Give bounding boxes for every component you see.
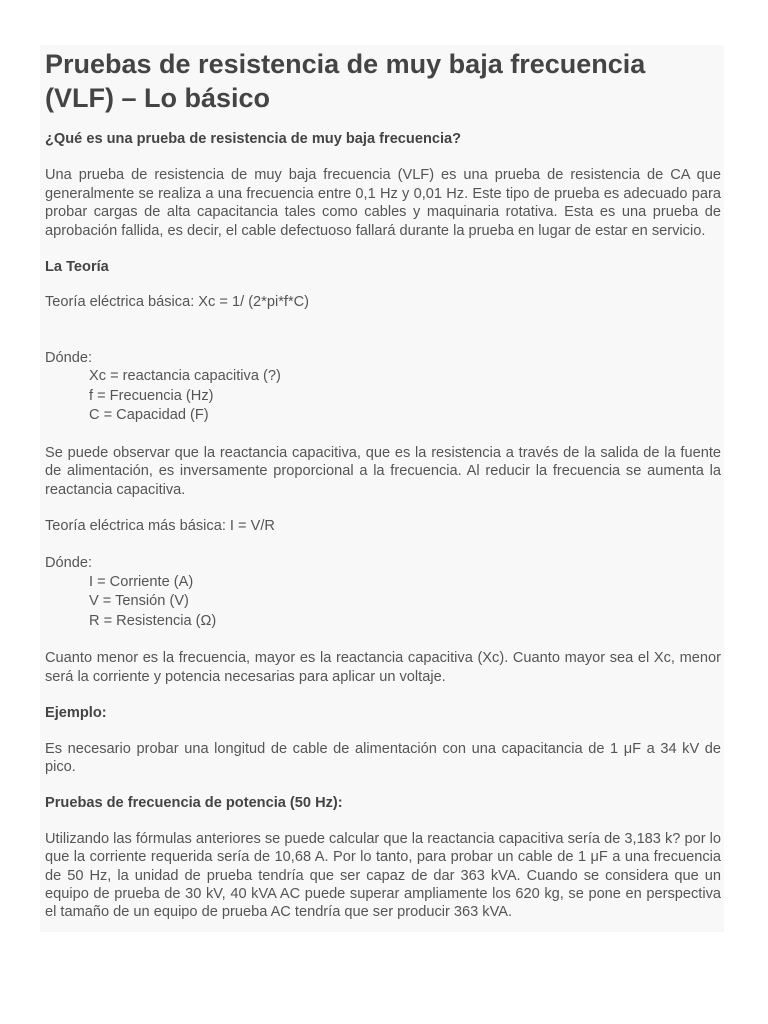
definition-item: Xc = reactancia capacitiva (?) — [89, 368, 281, 385]
donde-label-1: Dónde: — [45, 349, 93, 366]
definition-item: R = Resistencia (Ω) — [89, 612, 217, 629]
frequency-relationship-paragraph: Cuanto menor es la frecuencia, mayor es la reactancia capacitiva (Xc). Cuanto mayor sea el Xc, menor será la corriente y potencia necesarias para aplicar un voltaje. — [45, 650, 721, 685]
definitions-list-2 — [45, 573, 721, 632]
example-heading: Ejemplo: — [45, 705, 107, 722]
definitions-list-1 — [45, 367, 721, 426]
example-paragraph: Es necesario probar una longitud de cable de alimentación con una capacitancia de 1 μF a 34 kV de pico. — [45, 740, 721, 775]
definition-item: f = Frecuencia (Hz) — [89, 387, 214, 404]
theory-heading: La Teoría — [45, 259, 109, 276]
donde-label-2: Dónde: — [45, 555, 93, 572]
observation-paragraph: Se puede observar que la reactancia capacitiva, que es la resistencia a través de la salida de la fuente de alimentación, es inversamente proporcional a la frecuencia. Al reducir la frecuencia se aumenta la reactancia capacitiva. — [45, 444, 721, 498]
power-frequency-heading: Pruebas de frecuencia de potencia (50 Hz): — [45, 795, 343, 812]
definition-item: C = Capacidad (F) — [89, 407, 209, 424]
definition-item: V = Tensión (V) — [89, 593, 189, 610]
definition-item: I = Corriente (A) — [89, 573, 194, 590]
basic-theory-formula-1: Teoría eléctrica básica: Xc = 1/ (2*pi*f*C) — [45, 294, 310, 311]
basic-theory-formula-2: Teoría eléctrica más básica: I = V/R — [45, 517, 275, 534]
power-frequency-paragraph: Utilizando las fórmulas anteriores se puede calcular que la reactancia capacitiva sería de 3,183 k? por lo que la corriente requerida sería de 10,68 A. Por lo tanto, para probar un cable de 1 μF a una frecuencia de 50 Hz, la unidad de prueba tendría que ser capaz de dar 363 kVA. Cuando se considera que un equipo de prueba de 30 kV, 40 kVA AC puede superar ampliamente los 620 kg, se pone en perspectiva el tamaño de un equipo de prueba AC tendría que ser producir 363 kVA. — [45, 830, 721, 921]
article-content — [40, 45, 724, 932]
intro-paragraph: Una prueba de resistencia de muy baja frecuencia (VLF) es una prueba de resistencia de CA que generalmente se realiza a una frecuencia entre 0,1 Hz y 0,01 Hz. Este tipo de prueba es adecuado para probar cargas de alta capacitancia tales como cables y maquinaria rotativa. Esta es una prueba de aprobación fallida, es decir, el cable defectuoso fallará durante la prueba en lugar de estar en servicio. — [45, 167, 721, 239]
question-heading: ¿Qué es una prueba de resistencia de muy baja frecuencia? — [45, 131, 462, 147]
article-title: Pruebas de resistencia de muy baja frecuencia (VLF) – Lo básico — [45, 49, 646, 113]
